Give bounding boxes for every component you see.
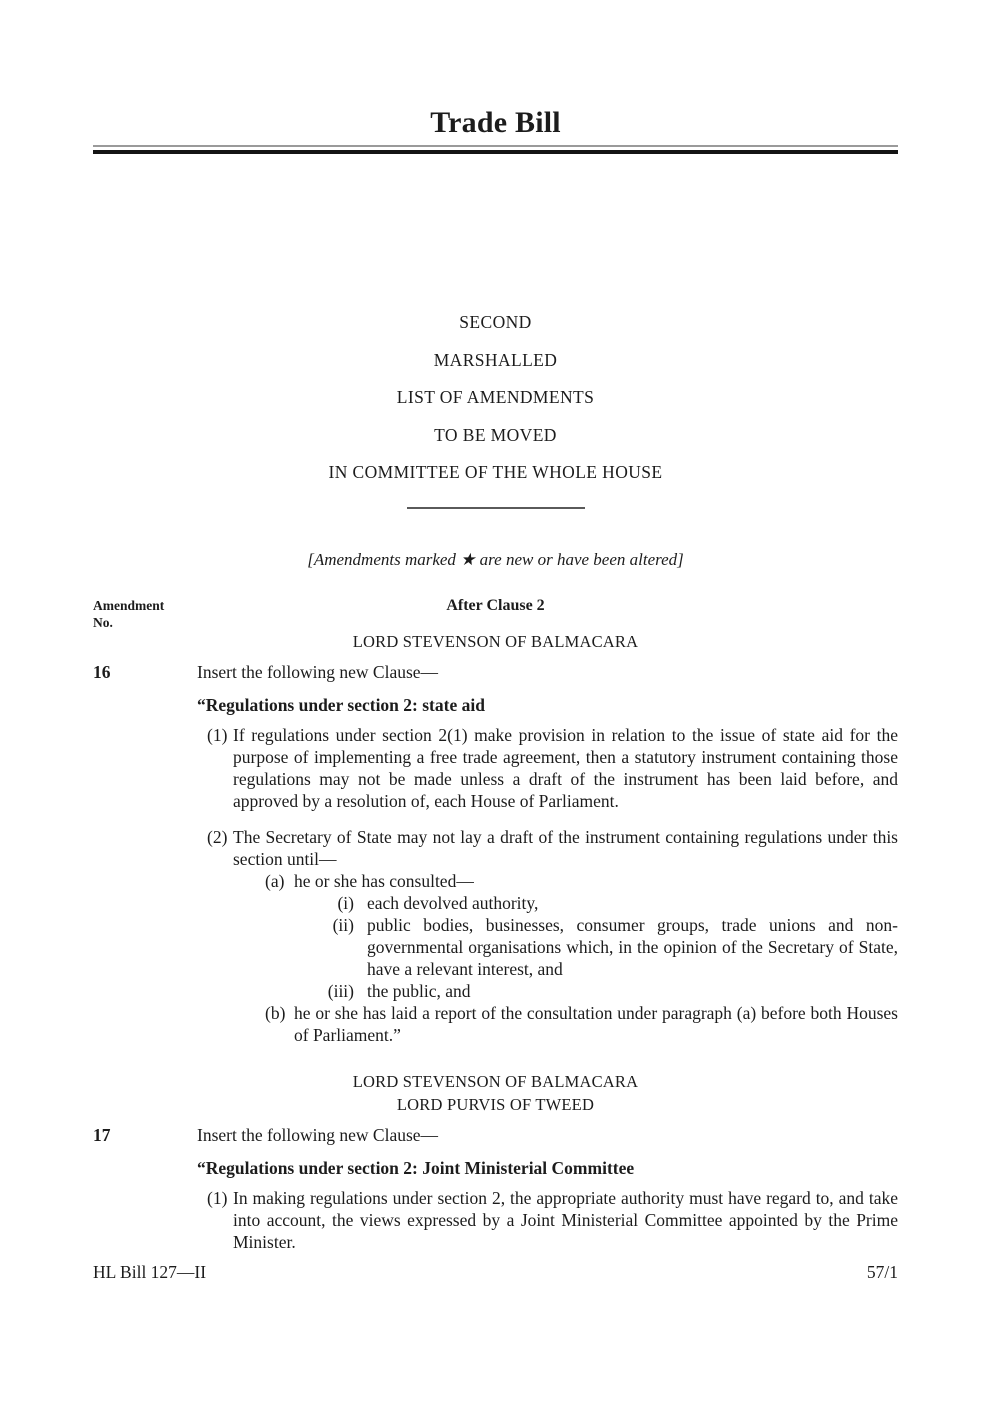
- sponsor-name: LORD STEVENSON OF BALMACARA: [352, 1071, 639, 1091]
- amendment-number: 17: [93, 1124, 111, 1145]
- amendment-no-label-line2: No.: [93, 614, 113, 630]
- marked-amendments-note: [Amendments marked ★ are new or have been altered]: [307, 549, 684, 569]
- provision-marker: (i): [337, 892, 354, 913]
- provision-marker: (iii): [327, 980, 354, 1001]
- page-content: [93, 0, 898, 1253]
- provision-marker: (2): [207, 826, 228, 847]
- provision-text: In making regulations under section 2, the appropriate authority must have regard to, and take into account, the views expressed by a Joint Ministerial Committee appointed by the Prime Minister.: [233, 1187, 898, 1252]
- rule-thick-line: [93, 150, 898, 154]
- place-heading: After Clause 2: [446, 596, 545, 614]
- amendment-17: [93, 1124, 898, 1253]
- provision-para: [197, 870, 898, 892]
- page-reference: 57/1: [866, 1262, 898, 1282]
- bill-reference: HL Bill 127—II: [93, 1262, 207, 1282]
- provision-text: the public, and: [367, 980, 471, 1001]
- cover-line-marshalled: MARSHALLED: [433, 349, 558, 370]
- provision-para: [197, 914, 898, 980]
- cover-headings: [93, 304, 898, 492]
- cover-line-second: SECOND: [459, 312, 532, 332]
- cover-line-committee: IN COMMITTEE OF THE WHOLE HOUSE: [328, 462, 663, 482]
- provision-text: public bodies, businesses, consumer groups, trade unions and non-governmental organisations which, in the opinion of the Secretary of State, have a relevant interest, and: [367, 914, 898, 979]
- cover-line-to-be-moved: TO BE MOVED: [434, 424, 557, 445]
- provision-text: If regulations under section 2(1) make provision in relation to the issue of state aid for the purpose of implementing a free trade agreement, then a statutory instrument containing those regulations may not be made unless a draft of the instrument has been laid before, and approved by a resolution of, each House of Parliament.: [233, 724, 898, 811]
- provision-para: [197, 892, 898, 914]
- title-double-rule: [93, 145, 898, 154]
- provision-marker: (a): [265, 870, 285, 891]
- rule-thin-line: [93, 145, 898, 147]
- provision-text: each devolved authority,: [367, 892, 539, 913]
- provision-marker: (1): [207, 724, 228, 745]
- sponsor-name: LORD PURVIS OF TWEED: [396, 1094, 595, 1114]
- amendment-16: [93, 661, 898, 1046]
- provision-para: [197, 1002, 898, 1046]
- provision-marker: (b): [265, 1002, 286, 1023]
- provision-text: he or she has laid a report of the consultation under paragraph (a) before both Houses of Parliament.”: [294, 1002, 898, 1045]
- amendment-body: [197, 661, 898, 1046]
- sponsor-list-amendment-16: [93, 630, 898, 653]
- bill-title: Trade Bill: [430, 106, 561, 139]
- provision-marker: (1): [207, 1187, 228, 1208]
- amendment-no-label: [93, 597, 164, 631]
- provision-para: [197, 826, 898, 870]
- provision-para: [197, 724, 898, 812]
- amendment-instruction: Insert the following new Clause—: [197, 661, 439, 682]
- separator-rule: [407, 507, 585, 509]
- amendment-instruction: Insert the following new Clause—: [197, 1124, 439, 1145]
- clause-title: “Regulations under section 2: Joint Ministerial Committee: [197, 1157, 635, 1178]
- provision-marker: (ii): [332, 914, 354, 935]
- provision-para: [197, 980, 898, 1002]
- sponsor-name: LORD STEVENSON OF BALMACARA: [352, 631, 639, 651]
- provision-para: [197, 1187, 898, 1253]
- sponsor-list-amendment-17: [93, 1070, 898, 1116]
- amendment-no-label-line1: Amendment: [93, 597, 165, 613]
- amendment-body: [197, 1124, 898, 1253]
- provision-text: The Secretary of State may not lay a draft of the instrument containing regulations under this section until—: [233, 826, 898, 869]
- page-footer: [93, 1261, 898, 1283]
- cover-line-list-of-amendments: LIST OF AMENDMENTS: [396, 387, 595, 407]
- clause-title: “Regulations under section 2: state aid: [197, 694, 485, 715]
- provision-text: he or she has consulted—: [294, 870, 474, 891]
- place-heading-row: [93, 596, 898, 630]
- amendment-number: 16: [93, 661, 111, 682]
